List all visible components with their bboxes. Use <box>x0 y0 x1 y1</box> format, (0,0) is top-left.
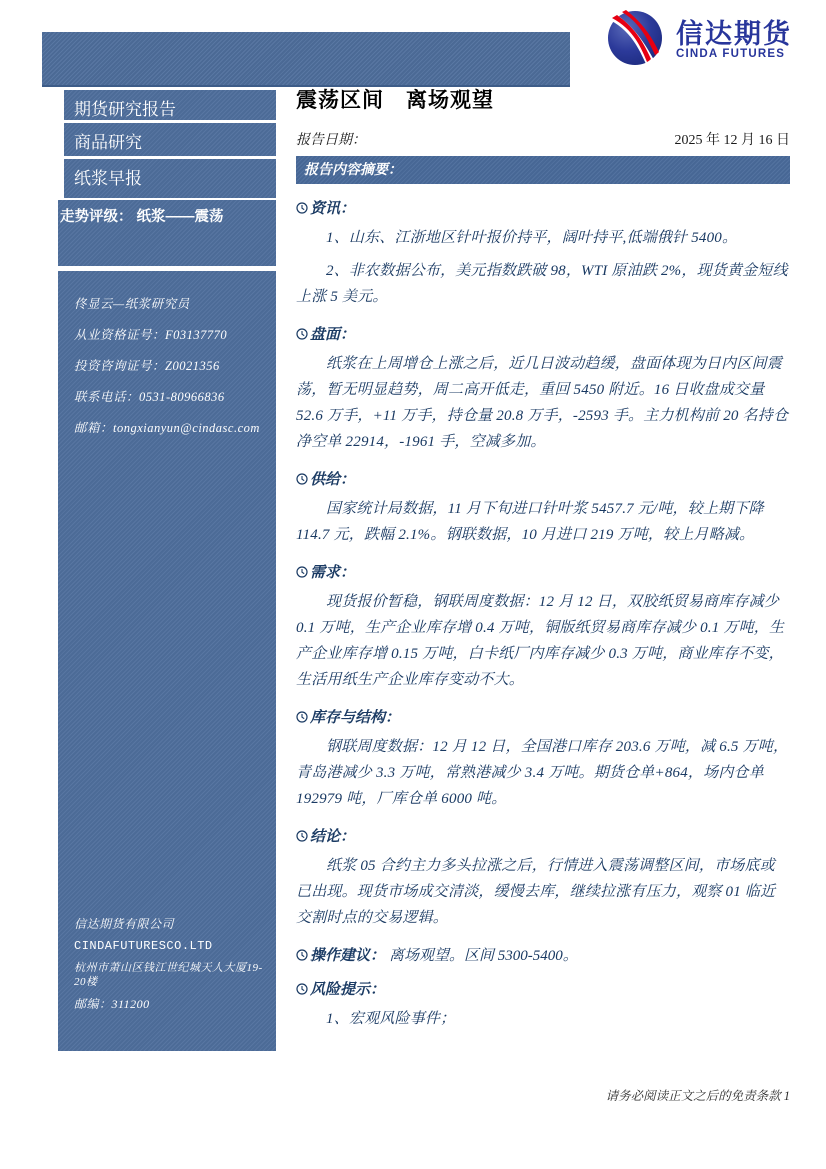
analyst-cert-number: 从业资格证号：F03137770 <box>74 328 228 342</box>
page-title: 震荡区间 离场观望 <box>296 89 494 112</box>
clock-bullet-icon <box>296 473 308 485</box>
company-postcode: 邮编：311200 <box>74 997 150 1011</box>
paragraph: 纸浆在上周增仓上涨之后，近几日波动趋缓，盘面体现为日内区间震荡，暂无明显趋势，周二高开低走，重回 5450 附近。16 日收盘成交量 52.6 万手，+11 万手，持仓量 20.8 万手，-2593 手。主力机构前 20 名持仓净空单 22914，-1961 手，空减多加。 <box>296 356 789 450</box>
clock-bullet-icon <box>296 711 308 723</box>
advice-inline-text: 离场观望。区间 5300-5400。 <box>389 948 578 964</box>
clock-bullet-icon <box>296 328 308 340</box>
section-heading-market <box>296 323 790 344</box>
report-date-label: 报告日期： <box>296 133 366 148</box>
main-content <box>296 84 790 1032</box>
report-date-value: 2025 年 12 月 16 日 <box>674 133 790 148</box>
section-heading-label: 供给： <box>310 472 356 488</box>
cinda-logo <box>602 8 792 73</box>
analyst-info <box>58 271 276 435</box>
clock-bullet-icon <box>296 983 308 995</box>
section-heading-label: 需求： <box>310 565 356 581</box>
sidebar-item-research-category: 商品研究 <box>64 123 276 156</box>
company-name-en: CINDAFUTURESCO.LTD <box>74 939 213 953</box>
section-heading-label: 资讯： <box>310 201 356 217</box>
clock-bullet-icon <box>296 830 308 842</box>
paragraph: 2、非农数据公布，美元指数跌破 98，WTI 原油跌 2%，现货黄金短线上涨 5 美元。 <box>296 263 788 305</box>
cinda-logo-text <box>676 20 792 61</box>
sidebar-item-report-name: 纸浆早报 <box>64 159 276 198</box>
top-banner-bar <box>42 32 570 87</box>
paragraph: 1、山东、江浙地区针叶报价持平，阔叶持平,低端俄针 5400。 <box>326 230 738 246</box>
analyst-phone: 联系电话：0531-80966836 <box>74 390 225 404</box>
summary-header-bar: 报告内容摘要： <box>296 156 790 184</box>
section-heading-label: 库存与结构： <box>310 710 401 726</box>
section-heading-risk <box>296 978 790 999</box>
company-address: 杭州市萧山区钱江世纪城天人大厦19-20楼 <box>74 962 263 988</box>
section-heading-supply <box>296 468 790 489</box>
section-heading-advice <box>296 944 790 965</box>
logo-en-text: CINDA FUTURES <box>676 48 786 60</box>
sidebar-item-report-type: 期货研究报告 <box>64 90 276 120</box>
paragraph: 现货报价暂稳，钢联周度数据：12 月 12 日，双胶纸贸易商库存减少 0.1 万吨，生产企业库存增 0.4 万吨，铜版纸贸易商库存减少 0.1 万吨，生产企业库存增 0.15 万吨，白卡纸厂内库存减少 0.3 万吨，商业库存不变，生活用纸生产企业库存变动不大。 <box>296 594 785 688</box>
analyst-advisor-number: 投资咨询证号：Z0021356 <box>74 359 220 373</box>
section-heading-label: 风险提示： <box>310 982 386 998</box>
section-heading-inventory <box>296 706 790 727</box>
section-heading-label: 结论： <box>310 829 356 845</box>
company-name-cn: 信达期货有限公司 <box>74 917 175 931</box>
paragraph: 国家统计局数据，11 月下旬进口针叶浆 5457.7 元/吨，较上期下降 114.7 元，跌幅 2.1%。钢联数据，10 月进口 219 万吨，较上月略减。 <box>296 501 764 543</box>
paragraph: 纸浆 05 合约主力多头拉涨之后，行情进入震荡调整区间，市场底或已出现。现货市场成交清淡，缓慢去库，继续拉涨有压力，观察 01 临近交割时点的交易逻辑。 <box>296 858 776 926</box>
analyst-email: 邮箱：tongxianyun@cindasc.com <box>74 421 260 435</box>
logo-cn-text: 信达期货 <box>676 19 792 49</box>
section-heading-demand <box>296 561 790 582</box>
clock-bullet-icon <box>296 566 308 578</box>
section-heading-label: 盘面： <box>310 327 356 343</box>
analyst-name: 佟显云—纸浆研究员 <box>74 297 190 311</box>
summary-sections <box>296 197 790 1032</box>
trend-rating-bar: 走势评级： 纸浆——震荡 <box>58 200 276 266</box>
company-info <box>74 917 270 1019</box>
cinda-logo-icon <box>602 8 668 73</box>
sidebar-panel <box>58 271 276 1051</box>
clock-bullet-icon <box>296 202 308 214</box>
report-date-row <box>296 129 790 149</box>
paragraph: 1、宏观风险事件； <box>326 1011 456 1027</box>
section-heading-news <box>296 197 790 218</box>
section-heading-conclusion <box>296 825 790 846</box>
disclaimer-footer: 请务必阅读正文之后的免责条款 1 <box>605 1089 790 1103</box>
section-heading-label: 操作建议： <box>310 948 386 964</box>
clock-bullet-icon <box>296 949 308 961</box>
paragraph: 钢联周度数据：12 月 12 日，全国港口库存 203.6 万吨，减 6.5 万吨，青岛港减少 3.3 万吨，常熟港减少 3.4 万吨。期货仓单+864，场内仓单 192979 吨，厂库仓单 6000 吨。 <box>296 739 789 807</box>
